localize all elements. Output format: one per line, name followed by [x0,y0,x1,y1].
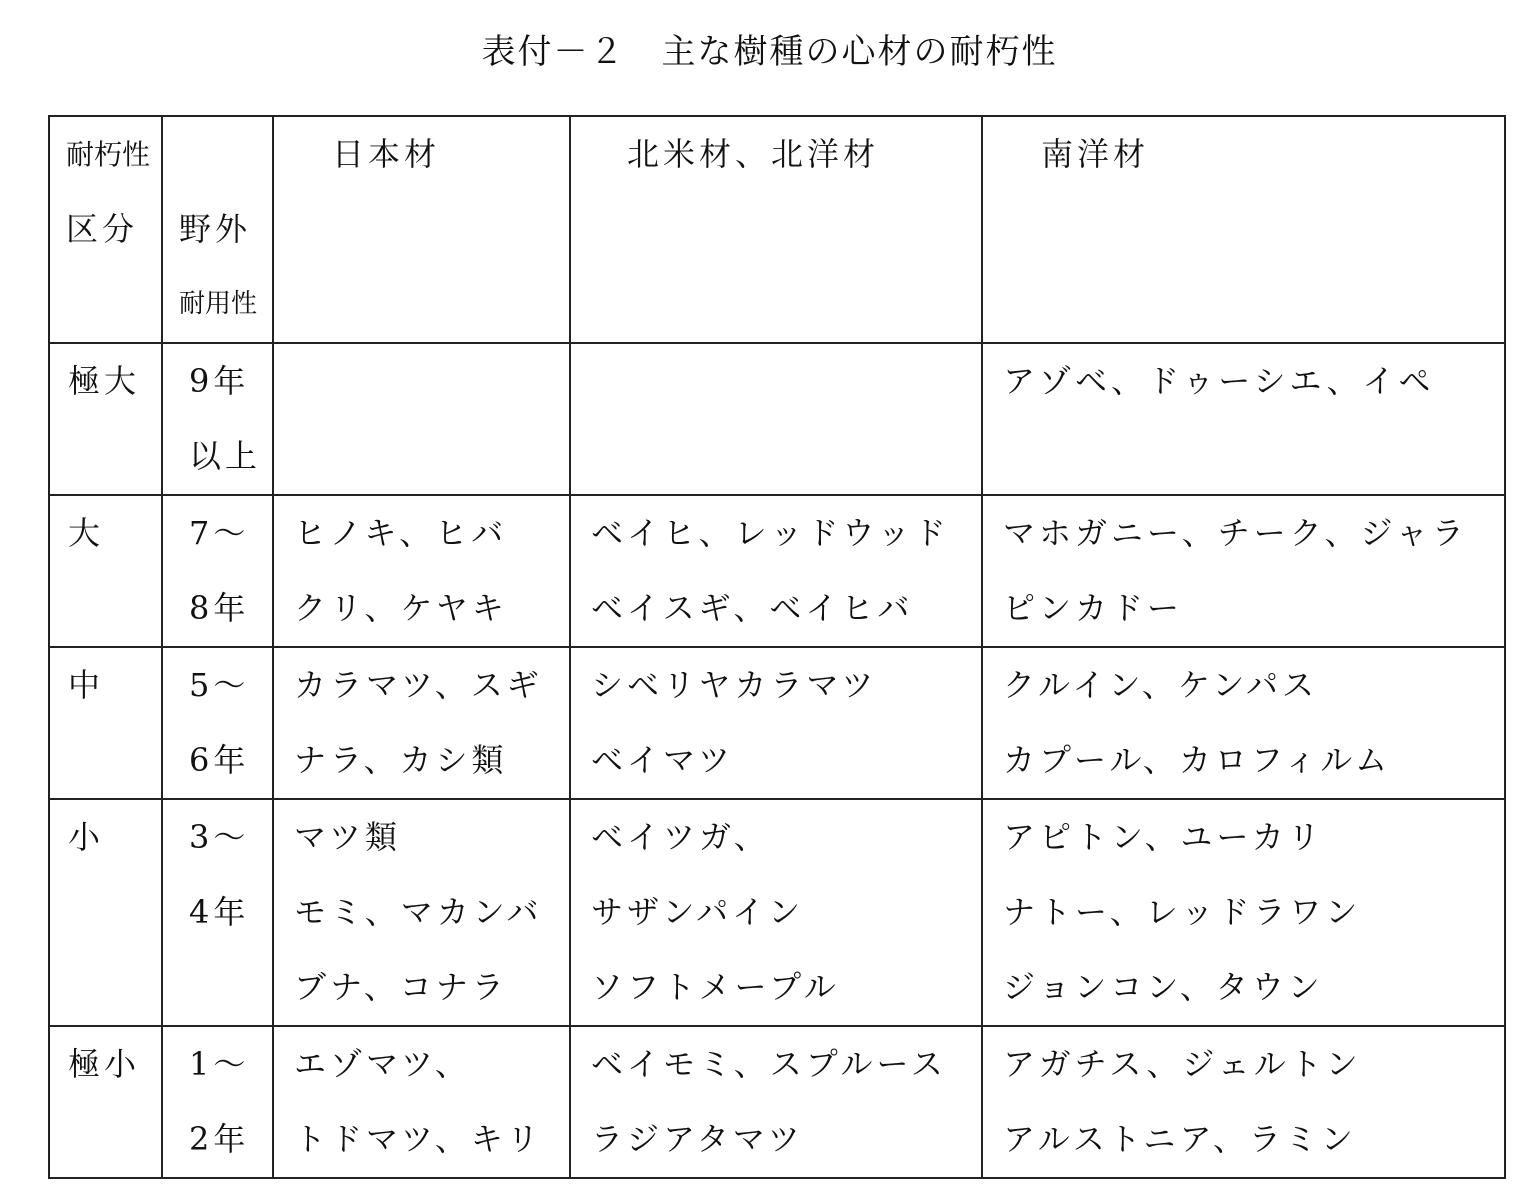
cell-line: ジョンコン、タウン [1003,968,1324,1006]
cell-line: マホガニー、チーク、ジャラ [1003,514,1468,552]
cell-line: ヒノキ、ヒバ [294,514,508,552]
cell-line: モミ、マカンバ [294,893,543,931]
south-species-cell [982,647,1505,799]
header-japan-cell [273,116,570,343]
cell-line: サザンパイン [591,893,805,931]
cell-line: エゾマツ、 [294,1045,471,1083]
cell-line: 4年 [189,893,250,931]
category-label: 極大 [68,362,141,400]
japan-species-cell [273,647,570,799]
header-north-cell [570,116,982,343]
header-row [49,116,1505,343]
header-south: 南洋材 [1041,135,1150,173]
north-species-cell [570,647,982,799]
cell-line: ピンカドー [1003,589,1184,627]
cell-line: ソフトメープル [591,968,840,1006]
table-row [49,799,1505,1026]
cell-line: クリ、ケヤキ [294,589,508,627]
cell-line: クルイン、ケンパス [1003,666,1319,704]
header-south-cell [982,116,1505,343]
page-title: 表付－２ 主な樹種の心材の耐朽性 [481,32,1058,72]
cell-line: 8年 [189,589,250,627]
header-outdoor-line2: 耐用性 [179,289,258,319]
outdoor-years-cell [162,343,273,495]
cell-line: ナトー、レッドラワン [1003,893,1362,931]
cell-line: 5～ [189,666,250,704]
cell-line: 6年 [189,741,250,779]
cell-line: 9年 [189,362,250,400]
cell-line: 1～ [189,1045,250,1083]
outdoor-years-cell [162,799,273,1026]
header-japan: 日本材 [332,135,441,173]
category-label: 極小 [68,1045,141,1083]
cell-line: 3～ [189,818,250,856]
category-cell [49,495,162,647]
header-north: 北米材、北洋材 [627,135,880,173]
cell-line: ベイツガ、 [591,818,770,856]
japan-species-cell [273,495,570,647]
category-cell [49,647,162,799]
header-category-line2: 区分 [66,210,139,248]
outdoor-years-cell [162,647,273,799]
cell-line: カプール、カロフィルム [1003,741,1392,779]
japan-species-cell [273,799,570,1026]
durability-table [48,115,1506,1179]
north-species-cell [570,1026,982,1178]
cell-line: ベイヒ、レッドウッド [591,514,950,552]
outdoor-years-cell [162,495,273,647]
south-species-cell [982,495,1505,647]
south-species-cell [982,343,1505,495]
cell-line: ベイスギ、ベイヒバ [591,589,914,627]
cell-line: アゾベ、ドゥーシエ、イペ [1003,362,1435,400]
cell-line: シベリヤカラマツ [591,666,878,704]
cell-line: 2年 [189,1120,250,1158]
south-species-cell [982,1026,1505,1178]
north-species-cell [570,495,982,647]
japan-species-cell [273,343,570,495]
table-row [49,343,1505,495]
category-label: 中 [68,666,105,704]
cell-line: ブナ、コナラ [294,968,508,1006]
outdoor-years-cell [162,1026,273,1178]
south-species-cell [982,799,1505,1026]
header-category-line1: 耐朽性 [66,138,151,171]
header-outdoor-line1: 野外 [179,210,252,248]
cell-line: 7～ [189,514,250,552]
cell-line: アピトン、ユーカリ [1003,818,1324,856]
header-category-cell [49,116,162,343]
cell-line: アガチス、ジェルトン [1003,1045,1362,1083]
cell-line: トドマツ、キリ [294,1120,543,1158]
table-row [49,647,1505,799]
table-row [49,495,1505,647]
category-cell [49,343,162,495]
category-label: 小 [68,818,105,856]
north-species-cell [570,343,982,495]
category-label: 大 [68,514,105,552]
cell-line: アルストニア、ラミン [1003,1120,1357,1158]
north-species-cell [570,799,982,1026]
cell-line: マツ類 [294,818,402,856]
cell-line: カラマツ、スギ [294,666,543,704]
cell-line: 以上 [189,437,262,475]
cell-line: ベイモミ、スプルース [591,1045,947,1083]
category-cell [49,1026,162,1178]
category-cell [49,799,162,1026]
cell-line: ベイマツ [591,741,735,779]
cell-line: ラジアタマツ [591,1120,804,1158]
cell-line: ナラ、カシ類 [294,741,508,779]
header-outdoor-cell [162,116,273,343]
japan-species-cell [273,1026,570,1178]
table-row [49,1026,1505,1178]
